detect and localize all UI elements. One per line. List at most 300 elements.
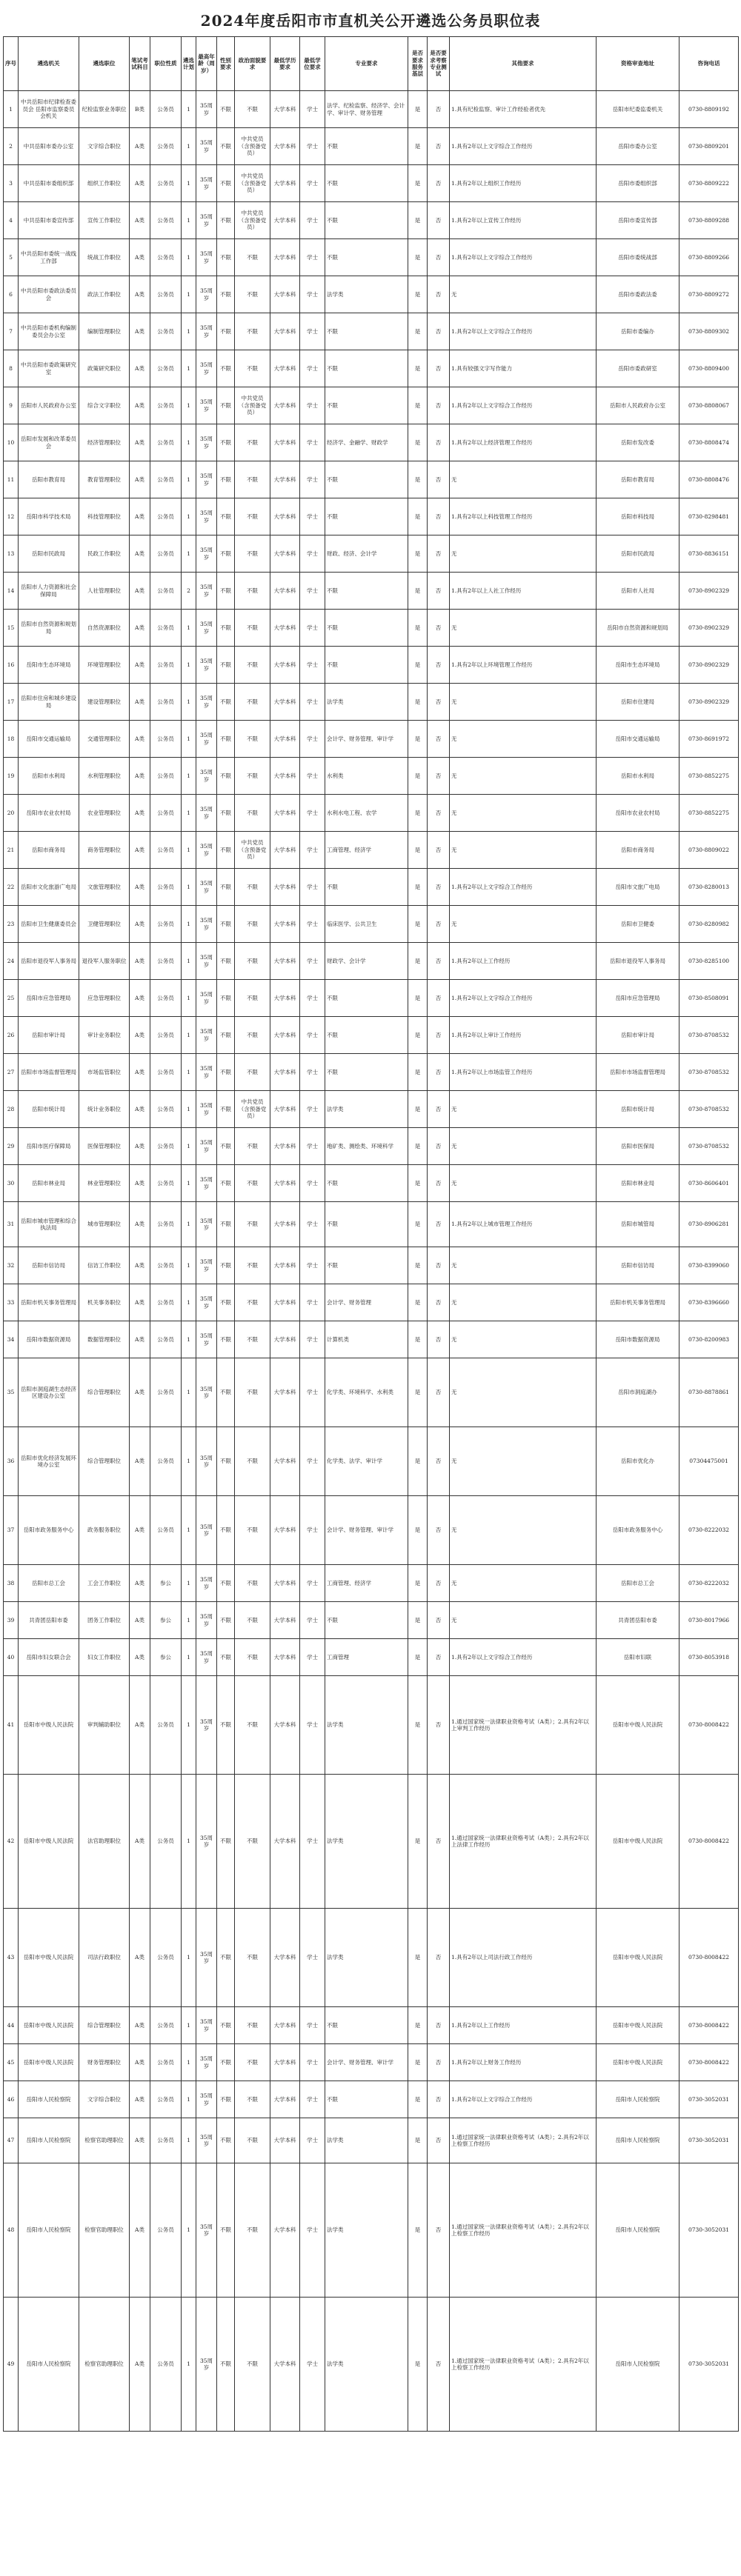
table-row <box>4 128 739 165</box>
table-cell: A类 <box>130 1284 150 1321</box>
table-cell: 否 <box>428 1496 450 1565</box>
table-cell: 不限 <box>217 684 235 721</box>
table-cell: 学士 <box>300 1091 325 1128</box>
table-cell: 35周岁 <box>196 387 217 424</box>
table-cell: 大学本科 <box>270 2044 300 2081</box>
table-cell: 不限 <box>235 610 270 647</box>
table-cell: 不限 <box>235 869 270 906</box>
table-cell: 应急管理职位 <box>79 980 130 1017</box>
column-header: 专业要求 <box>325 37 408 91</box>
table-cell: 否 <box>428 424 450 461</box>
table-cell: 1.具有2年以上组织工作经历 <box>450 165 597 202</box>
table-cell: 否 <box>428 943 450 980</box>
table-cell: 1 <box>182 2163 196 2298</box>
table-cell: 0730-8222032 <box>679 1496 739 1565</box>
table-cell: 是 <box>408 1128 428 1165</box>
table-cell: 0730-8836151 <box>679 535 739 573</box>
table-cell: 1 <box>182 2007 196 2044</box>
table-cell: 岳阳市民政局 <box>597 535 679 573</box>
table-cell: 大学本科 <box>270 1128 300 1165</box>
table-cell: 1.具有2年以上文字综合工作经历 <box>450 128 597 165</box>
table-cell: A类 <box>130 313 150 350</box>
table-cell: 岳阳市退役军人事务局 <box>19 943 79 980</box>
table-cell: 1 <box>182 1202 196 1247</box>
table-cell: 岳阳市医保局 <box>597 1128 679 1165</box>
table-cell: 是 <box>408 128 428 165</box>
table-row <box>4 684 739 721</box>
table-cell: 不限 <box>217 1775 235 1909</box>
table-cell: 不限 <box>217 387 235 424</box>
table-cell: 0730-8008422 <box>679 2044 739 2081</box>
table-cell: 综合文字职位 <box>79 387 130 424</box>
table-cell: 环境管理职位 <box>79 647 130 684</box>
table-cell: 不限 <box>235 1775 270 1909</box>
table-cell: 不限 <box>235 795 270 832</box>
table-cell: 是 <box>408 869 428 906</box>
table-cell: 财政学、会计学 <box>325 943 408 980</box>
table-cell: 岳阳市自然资源和规划局 <box>597 610 679 647</box>
table-cell: 不限 <box>235 461 270 498</box>
table-cell: 不限 <box>217 943 235 980</box>
table-cell: 40 <box>4 1639 19 1676</box>
table-cell: 5 <box>4 239 19 276</box>
table-cell: 数据管理职位 <box>79 1321 130 1358</box>
table-cell: 1 <box>182 943 196 980</box>
table-cell: 公务员 <box>150 424 182 461</box>
table-cell: 学士 <box>300 461 325 498</box>
table-cell: 综合管理职位 <box>79 2007 130 2044</box>
table-cell: 否 <box>428 1602 450 1639</box>
table-cell: 是 <box>408 1427 428 1496</box>
table-cell: 无 <box>450 1128 597 1165</box>
table-cell: 1 <box>182 647 196 684</box>
table-cell: 27 <box>4 1054 19 1091</box>
table-cell: 大学本科 <box>270 647 300 684</box>
table-row <box>4 1427 739 1496</box>
table-cell: 学士 <box>300 202 325 239</box>
table-cell: 是 <box>408 1284 428 1321</box>
table-cell: 公务员 <box>150 387 182 424</box>
table-cell: 不限 <box>217 165 235 202</box>
table-cell: 1.具有2年以上工作经历 <box>450 943 597 980</box>
table-cell: 0730-8280982 <box>679 906 739 943</box>
table-row <box>4 1284 739 1321</box>
table-cell: 大学本科 <box>270 1091 300 1128</box>
table-cell: 是 <box>408 2081 428 2118</box>
table-cell: 公务员 <box>150 647 182 684</box>
table-cell: 1 <box>182 1639 196 1676</box>
table-cell: 是 <box>408 832 428 869</box>
table-cell: 不限 <box>235 1202 270 1247</box>
table-cell: 公务员 <box>150 906 182 943</box>
table-cell: 否 <box>428 350 450 387</box>
table-cell: A类 <box>130 1909 150 2007</box>
table-cell: 否 <box>428 1565 450 1602</box>
table-cell: 1.具有2年以上市场监管工作经历 <box>450 1054 597 1091</box>
column-header: 序号 <box>4 37 19 91</box>
table-cell: 不限 <box>235 721 270 758</box>
table-cell: 岳阳市人民政府办公室 <box>19 387 79 424</box>
table-cell: 岳阳市信访局 <box>19 1247 79 1284</box>
table-cell: 0730-8053918 <box>679 1639 739 1676</box>
table-cell: 0730-8396660 <box>679 1284 739 1321</box>
table-cell: 35周岁 <box>196 647 217 684</box>
table-cell: 否 <box>428 1202 450 1247</box>
table-cell: 岳阳市优化办 <box>597 1427 679 1496</box>
table-cell: 岳阳市应急管理局 <box>19 980 79 1017</box>
table-cell: 大学本科 <box>270 387 300 424</box>
table-cell: 岳阳市总工会 <box>19 1565 79 1602</box>
table-cell: 审计业务职位 <box>79 1017 130 1054</box>
table-cell: 岳阳市中级人民法院 <box>19 1775 79 1909</box>
table-row <box>4 906 739 943</box>
table-cell: 法官助理职位 <box>79 1775 130 1909</box>
table-cell: 大学本科 <box>270 721 300 758</box>
table-cell: 是 <box>408 1165 428 1202</box>
table-cell: 文字综合职位 <box>79 2081 130 2118</box>
table-cell: 1 <box>182 832 196 869</box>
table-cell: 是 <box>408 1017 428 1054</box>
table-cell: 会计学、财务管理、审计学 <box>325 2044 408 2081</box>
column-header: 其他要求 <box>450 37 597 91</box>
table-cell: 35周岁 <box>196 424 217 461</box>
table-cell: 学士 <box>300 1427 325 1496</box>
table-cell: 中共党员（含预备党员） <box>235 202 270 239</box>
table-cell: 大学本科 <box>270 943 300 980</box>
table-cell: 0730-8285100 <box>679 943 739 980</box>
table-cell: 检察官助理职位 <box>79 2118 130 2163</box>
table-cell: 35周岁 <box>196 1017 217 1054</box>
table-cell: 中共岳阳市纪律检查委员会 岳阳市监察委员会机关 <box>19 91 79 128</box>
table-cell: 公务员 <box>150 535 182 573</box>
table-cell: 不限 <box>217 1565 235 1602</box>
table-cell: 7 <box>4 313 19 350</box>
table-cell: 大学本科 <box>270 832 300 869</box>
table-row <box>4 1358 739 1427</box>
table-cell: 岳阳市科技局 <box>597 498 679 535</box>
table-cell: 1 <box>182 535 196 573</box>
table-cell: 35周岁 <box>196 313 217 350</box>
table-cell: 学士 <box>300 2298 325 2432</box>
table-cell: 35周岁 <box>196 684 217 721</box>
table-cell: 学士 <box>300 1565 325 1602</box>
table-cell: 学士 <box>300 2081 325 2118</box>
table-cell: 1.具有2年以上人社工作经历 <box>450 573 597 610</box>
table-cell: 35周岁 <box>196 1128 217 1165</box>
table-cell: 不限 <box>325 350 408 387</box>
table-cell: 不限 <box>235 2007 270 2044</box>
table-cell: 不限 <box>235 1427 270 1496</box>
table-cell: 是 <box>408 2007 428 2044</box>
table-cell: 民政工作职位 <box>79 535 130 573</box>
table-cell: 大学本科 <box>270 424 300 461</box>
table-cell: 1 <box>182 1091 196 1128</box>
table-cell: 不限 <box>235 1165 270 1202</box>
table-cell: 不限 <box>217 202 235 239</box>
table-cell: 1 <box>182 165 196 202</box>
table-row <box>4 1639 739 1676</box>
table-cell: 不限 <box>235 1565 270 1602</box>
table-cell: 不限 <box>217 647 235 684</box>
table-row <box>4 535 739 573</box>
table-row <box>4 2298 739 2432</box>
table-cell: 无 <box>450 1565 597 1602</box>
table-cell: 否 <box>428 1676 450 1775</box>
table-cell: A类 <box>130 573 150 610</box>
table-row <box>4 387 739 424</box>
table-cell: 中共岳阳市委组织部 <box>19 165 79 202</box>
table-row <box>4 2044 739 2081</box>
table-header <box>4 37 739 91</box>
table-cell: 17 <box>4 684 19 721</box>
table-cell: 否 <box>428 2298 450 2432</box>
table-cell: 是 <box>408 2163 428 2298</box>
table-cell: 不限 <box>325 239 408 276</box>
table-cell: 38 <box>4 1565 19 1602</box>
table-cell: 35周岁 <box>196 2044 217 2081</box>
table-cell: 1.通过国家统一法律职业资格考试（A类）；2.具有2年以上审判工作经历 <box>450 1676 597 1775</box>
table-cell: 不限 <box>325 980 408 1017</box>
table-cell: 大学本科 <box>270 1202 300 1247</box>
table-cell: 35周岁 <box>196 795 217 832</box>
table-cell: 0730-8399060 <box>679 1247 739 1284</box>
table-cell: 不限 <box>235 498 270 535</box>
table-cell: 公务员 <box>150 1017 182 1054</box>
table-row <box>4 1165 739 1202</box>
table-cell: 中共党员（含预备党员） <box>235 128 270 165</box>
table-row <box>4 832 739 869</box>
table-cell: 不限 <box>235 2163 270 2298</box>
table-cell: 否 <box>428 461 450 498</box>
table-cell: 1 <box>182 1775 196 1909</box>
table-cell: 35周岁 <box>196 943 217 980</box>
table-cell: 岳阳市统计局 <box>19 1091 79 1128</box>
table-cell: 岳阳市中级人民法院 <box>597 1676 679 1775</box>
table-cell: 岳阳市退役军人事务局 <box>597 943 679 980</box>
table-cell: 共青团岳阳市委 <box>19 1602 79 1639</box>
table-cell: 不限 <box>235 758 270 795</box>
table-cell: 不限 <box>235 573 270 610</box>
table-cell: 否 <box>428 869 450 906</box>
table-row <box>4 276 739 313</box>
table-cell: 是 <box>408 2044 428 2081</box>
table-cell: 不限 <box>325 498 408 535</box>
table-cell: 1.具有2年以上文字综合工作经历 <box>450 239 597 276</box>
table-cell: 学士 <box>300 832 325 869</box>
table-cell: 教育管理职位 <box>79 461 130 498</box>
table-cell: 不限 <box>217 980 235 1017</box>
table-cell: 岳阳市交通运输局 <box>597 721 679 758</box>
table-cell: 0730-8809201 <box>679 128 739 165</box>
table-cell: 水利水电工程、农学 <box>325 795 408 832</box>
table-cell: A类 <box>130 2298 150 2432</box>
table-cell: 岳阳市中级人民法院 <box>19 1676 79 1775</box>
table-cell: 岳阳市科学技术局 <box>19 498 79 535</box>
table-cell: 岳阳市中级人民法院 <box>597 1775 679 1909</box>
table-cell: 无 <box>450 1284 597 1321</box>
table-cell: A类 <box>130 610 150 647</box>
table-cell: 不限 <box>235 2044 270 2081</box>
table-cell: 否 <box>428 832 450 869</box>
table-cell: 否 <box>428 165 450 202</box>
table-cell: 公务员 <box>150 1091 182 1128</box>
table-cell: 25 <box>4 980 19 1017</box>
table-cell: 43 <box>4 1909 19 2007</box>
table-cell: 学士 <box>300 647 325 684</box>
table-cell: 学士 <box>300 128 325 165</box>
table-cell: 28 <box>4 1091 19 1128</box>
table-cell: 不限 <box>325 2007 408 2044</box>
table-cell: 统战工作职位 <box>79 239 130 276</box>
table-cell: 1.具有2年以上审计工作经历 <box>450 1017 597 1054</box>
table-cell: 24 <box>4 943 19 980</box>
table-cell: 23 <box>4 906 19 943</box>
table-cell: 0730-8708532 <box>679 1054 739 1091</box>
table-cell: 是 <box>408 1565 428 1602</box>
table-cell: 公务员 <box>150 1676 182 1775</box>
table-row <box>4 2081 739 2118</box>
table-cell: 不限 <box>235 1017 270 1054</box>
column-header: 是否要求考察专业测试 <box>428 37 450 91</box>
table-cell: 经济学、金融学、财政学 <box>325 424 408 461</box>
table-cell: 22 <box>4 869 19 906</box>
table-cell: 大学本科 <box>270 350 300 387</box>
table-cell: 46 <box>4 2081 19 2118</box>
table-cell: A类 <box>130 1091 150 1128</box>
column-header: 遴选机关 <box>19 37 79 91</box>
table-cell: 学士 <box>300 276 325 313</box>
table-cell: 工商管理、经济学 <box>325 832 408 869</box>
table-cell: 否 <box>428 610 450 647</box>
table-cell: 0730-8809272 <box>679 276 739 313</box>
table-row <box>4 795 739 832</box>
table-cell: 大学本科 <box>270 684 300 721</box>
table-cell: 岳阳市政务服务中心 <box>597 1496 679 1565</box>
table-cell: 0730-8878861 <box>679 1358 739 1427</box>
table-cell: 学士 <box>300 1358 325 1427</box>
table-cell: 建设管理职位 <box>79 684 130 721</box>
table-cell: 公务员 <box>150 1427 182 1496</box>
table-cell: 学士 <box>300 91 325 128</box>
table-cell: 学士 <box>300 1602 325 1639</box>
table-cell: 0730-3052031 <box>679 2163 739 2298</box>
table-cell: B类 <box>130 91 150 128</box>
column-header: 最低学位要求 <box>300 37 325 91</box>
table-cell: 否 <box>428 684 450 721</box>
table-cell: 1.具有2年以上环境管理工作经历 <box>450 647 597 684</box>
table-cell: 不限 <box>325 610 408 647</box>
table-cell: 1.具有2年以上城市管理工作经历 <box>450 1202 597 1247</box>
table-cell: 1 <box>182 1496 196 1565</box>
table-cell: 0730-8606401 <box>679 1165 739 1202</box>
table-cell: 司法行政职位 <box>79 1909 130 2007</box>
table-cell: 学士 <box>300 498 325 535</box>
table-cell: 公务员 <box>150 2044 182 2081</box>
table-cell: 不限 <box>217 1639 235 1676</box>
table-cell: 不限 <box>217 1091 235 1128</box>
table-cell: 8 <box>4 350 19 387</box>
table-cell: 中共党员（含预备党员） <box>235 1091 270 1128</box>
table-cell: 学士 <box>300 2044 325 2081</box>
table-cell: 不限 <box>235 1909 270 2007</box>
table-cell: 不限 <box>217 2163 235 2298</box>
table-cell: 岳阳市人民检察院 <box>19 2081 79 2118</box>
table-cell: 0730-8809222 <box>679 165 739 202</box>
table-cell: 37 <box>4 1496 19 1565</box>
table-cell: 1 <box>182 2044 196 2081</box>
table-cell: 是 <box>408 2298 428 2432</box>
table-cell: 是 <box>408 202 428 239</box>
table-cell: 参公 <box>150 1565 182 1602</box>
table-cell: 10 <box>4 424 19 461</box>
table-cell: 1 <box>182 461 196 498</box>
table-cell: 审判辅助职位 <box>79 1676 130 1775</box>
table-row <box>4 943 739 980</box>
table-cell: 不限 <box>325 1017 408 1054</box>
table-cell: 1 <box>182 202 196 239</box>
table-row <box>4 721 739 758</box>
table-cell: 是 <box>408 1909 428 2007</box>
table-cell: 35周岁 <box>196 2081 217 2118</box>
table-cell: 35周岁 <box>196 1321 217 1358</box>
table-cell: 1 <box>182 610 196 647</box>
table-cell: 大学本科 <box>270 1602 300 1639</box>
table-cell: 1.具有2年以上文字综合工作经历 <box>450 980 597 1017</box>
table-cell: 学士 <box>300 1909 325 2007</box>
table-cell: 岳阳市洞庭湖办 <box>597 1358 679 1427</box>
table-cell: A类 <box>130 1321 150 1358</box>
table-row <box>4 1091 739 1128</box>
table-cell: A类 <box>130 1427 150 1496</box>
table-row <box>4 2163 739 2298</box>
table-cell: 学士 <box>300 1165 325 1202</box>
table-cell: A类 <box>130 1358 150 1427</box>
table-cell: 大学本科 <box>270 1775 300 1909</box>
table-cell: 2 <box>4 128 19 165</box>
table-cell: 无 <box>450 1091 597 1128</box>
table-cell: 0730-8809266 <box>679 239 739 276</box>
table-cell: 学士 <box>300 1247 325 1284</box>
table-cell: 学士 <box>300 795 325 832</box>
table-cell: 公务员 <box>150 165 182 202</box>
table-cell: 岳阳市发改委 <box>597 424 679 461</box>
table-cell: 岳阳市人社局 <box>597 573 679 610</box>
table-cell: 不限 <box>235 943 270 980</box>
table-cell: 法学类 <box>325 684 408 721</box>
table-cell: 35周岁 <box>196 721 217 758</box>
table-cell: 不限 <box>235 2298 270 2432</box>
table-cell: 1 <box>182 1565 196 1602</box>
table-cell: 0730-8902329 <box>679 647 739 684</box>
table-cell: 学士 <box>300 943 325 980</box>
table-cell: 是 <box>408 906 428 943</box>
table-cell: 财务管理职位 <box>79 2044 130 2081</box>
table-cell: A类 <box>130 498 150 535</box>
page-title: 2024年度岳阳市市直机关公开遴选公务员职位表 <box>200 12 541 30</box>
table-cell: 35周岁 <box>196 1202 217 1247</box>
table-cell: 岳阳市商务局 <box>597 832 679 869</box>
table-cell: 岳阳市农业农村局 <box>597 795 679 832</box>
table-cell: 否 <box>428 387 450 424</box>
table-cell: 是 <box>408 1321 428 1358</box>
table-row <box>4 1676 739 1775</box>
table-cell: 35周岁 <box>196 1496 217 1565</box>
table-cell: A类 <box>130 1565 150 1602</box>
table-cell: 1.具有2年以上财务工作经历 <box>450 2044 597 2081</box>
table-cell: 35周岁 <box>196 202 217 239</box>
table-cell: 49 <box>4 2298 19 2432</box>
table-cell: 47 <box>4 2118 19 2163</box>
